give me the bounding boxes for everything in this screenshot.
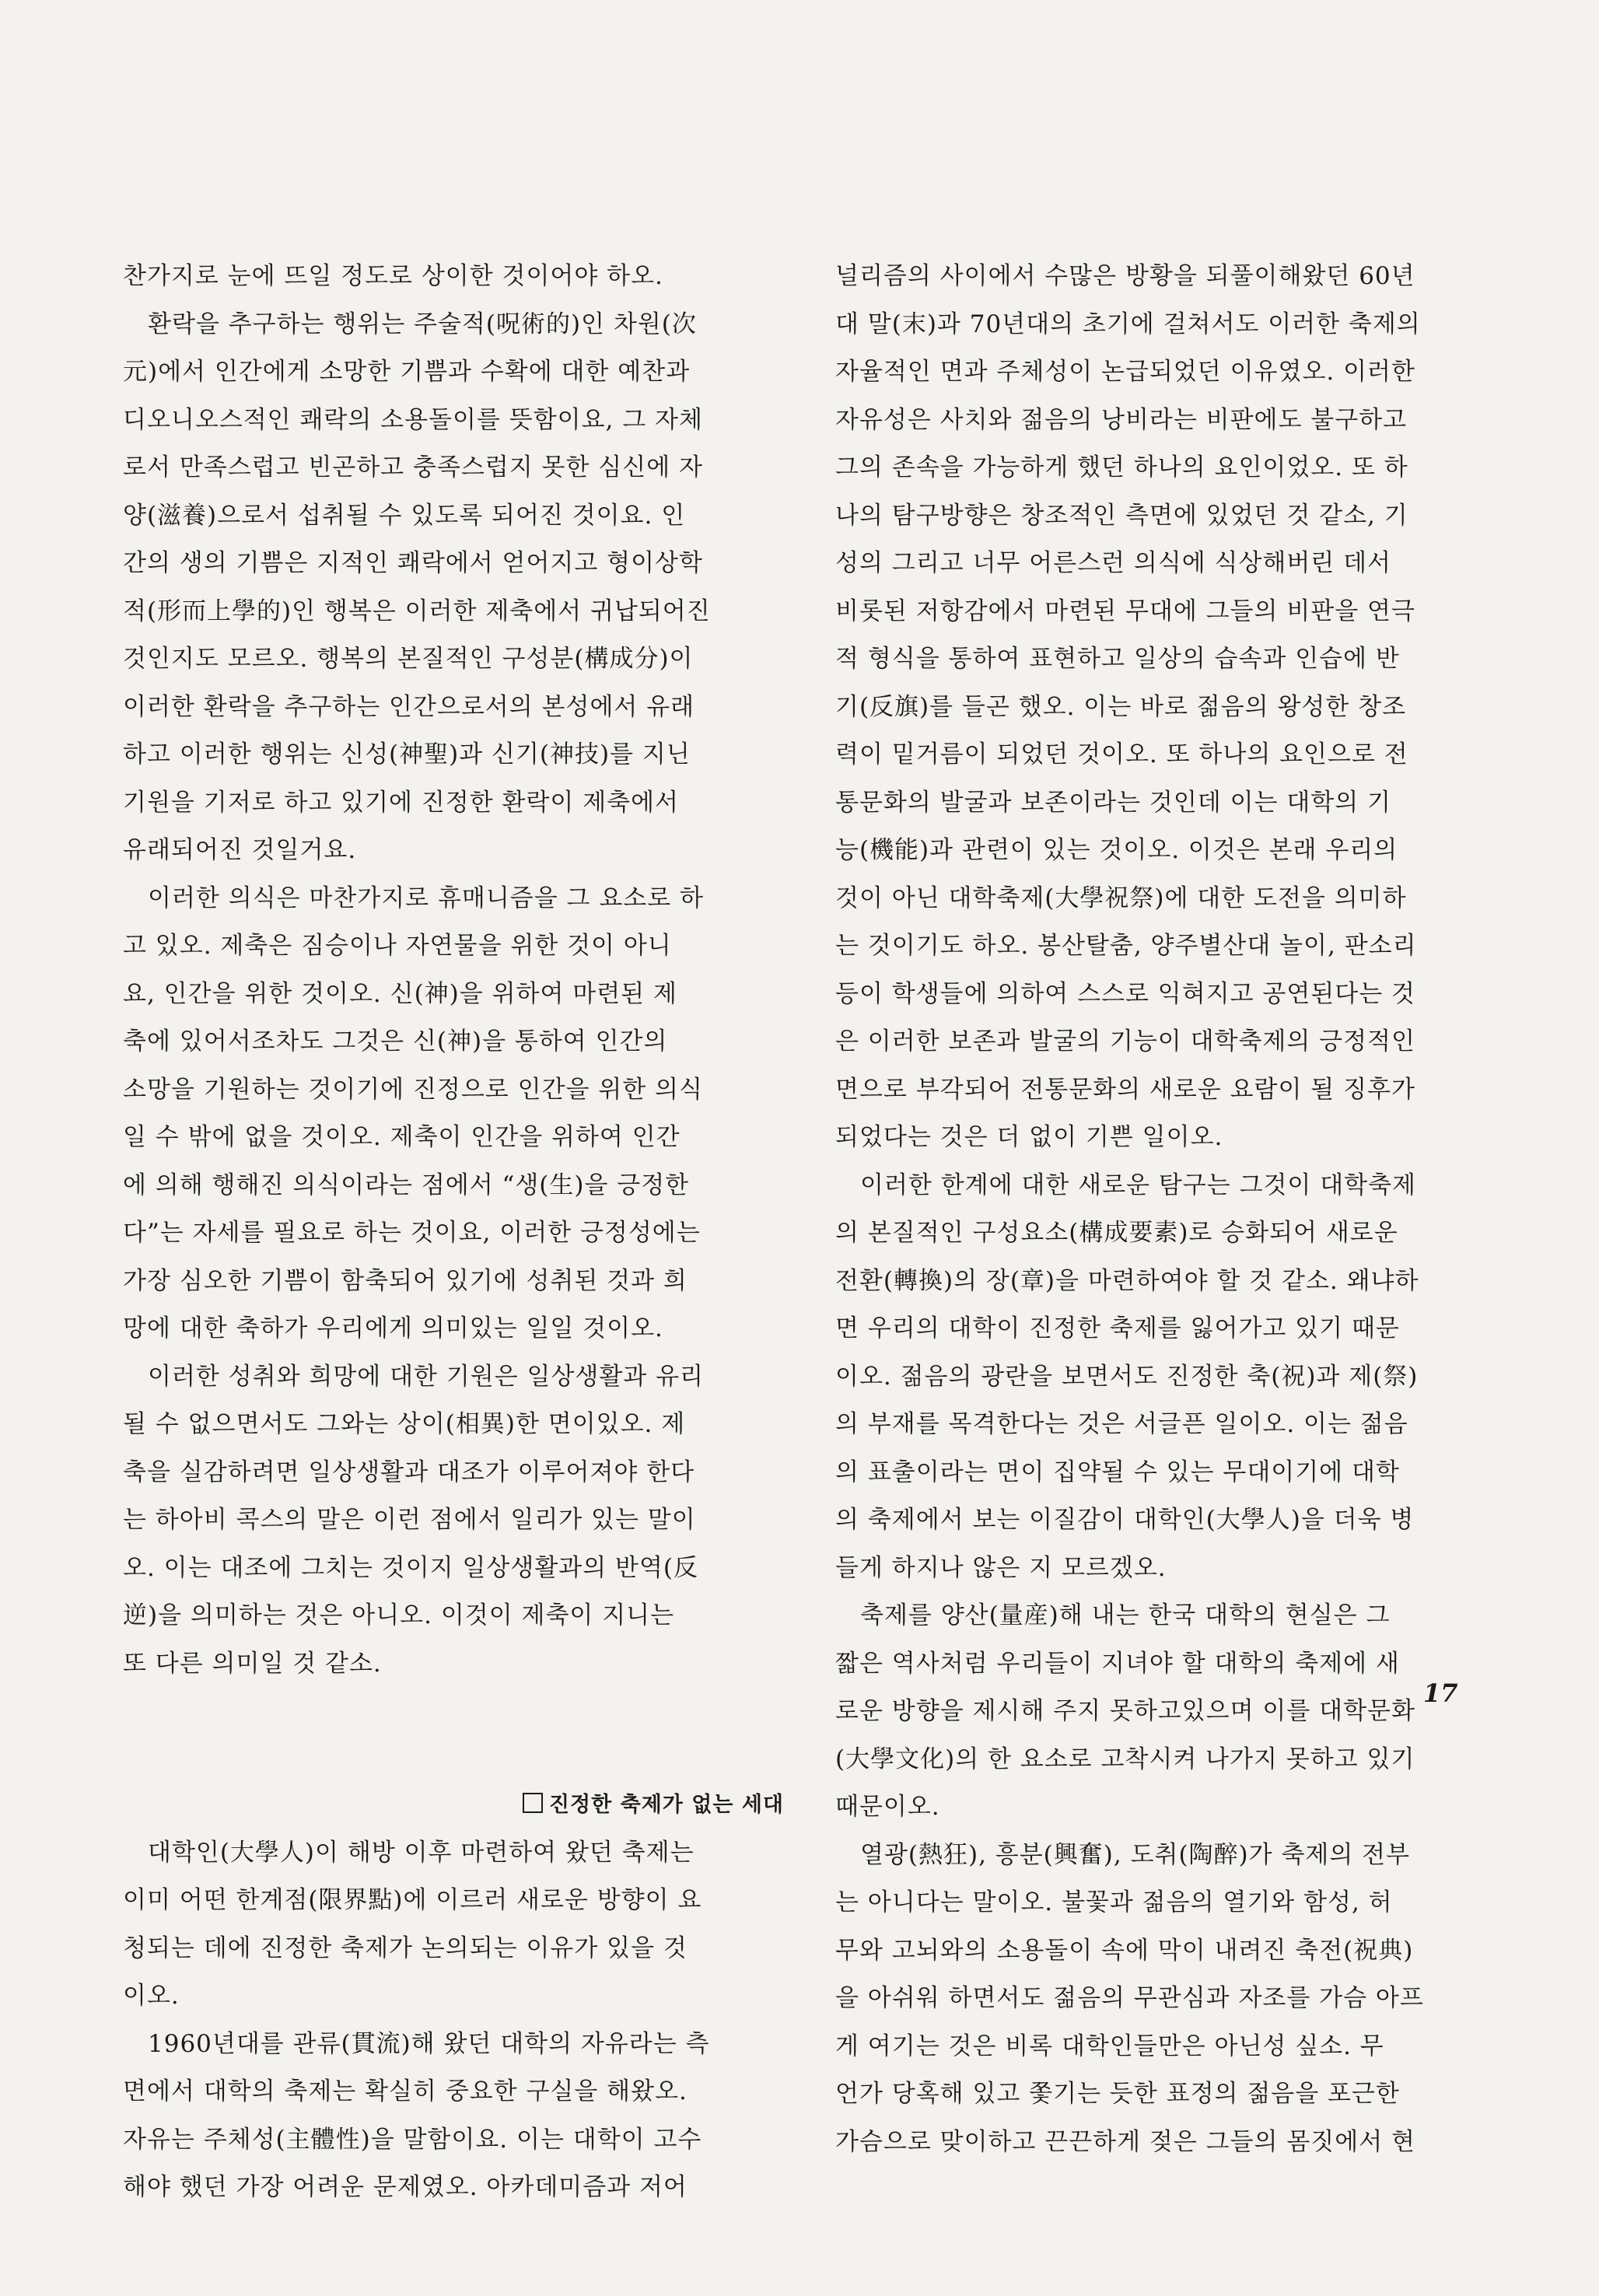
text-line: 되었다는 것은 더 없이 기쁜 일이오.: [835, 1123, 1223, 1151]
text-line: 게 여기는 것은 비록 대학인들만은 아닌성 싶소. 무: [835, 2032, 1384, 2060]
right-column: [835, 253, 1504, 2166]
text-line: 는 것이기도 하오. 봉산탈춤, 양주별산대 놀이, 판소리: [835, 932, 1417, 960]
text-line: 을 아쉬워 하면서도 젊음의 무관심과 자조를 가슴 아프: [835, 1984, 1424, 2012]
paragraph: [835, 1592, 1504, 1832]
text-line: 자율적인 면과 주체성이 논급되었던 이유였오. 이러한: [835, 358, 1415, 386]
paragraph: [123, 253, 784, 301]
text-line: 의 축제에서 보는 이질감이 대학인(大學人)을 더욱 병: [835, 1506, 1415, 1534]
paragraph: [123, 301, 784, 875]
text-line: 또 다른 의미일 것 같소.: [123, 1649, 382, 1678]
text-line: 자유성은 사치와 젊음의 낭비라는 비판에도 불구하고: [835, 405, 1408, 434]
text-line: 요, 인간을 위한 것이오. 신(神)을 위하여 마련된 제: [123, 979, 677, 1008]
text-line: 1960년대를 관류(貫流)해 왔던 대학의 자유라는 측: [148, 2029, 710, 2058]
paragraph: [835, 1832, 1504, 2167]
text-line: 이오. 젊음의 광란을 보면서도 진정한 축(祝)과 제(祭): [835, 1362, 1419, 1391]
text-line: 이오.: [123, 1982, 180, 2010]
text-line: 양(滋養)으로서 섭취될 수 있도록 되어진 것이요. 인: [123, 501, 686, 530]
text-line: 기(反旗)를 들곤 했오. 이는 바로 젊음의 왕성한 창조: [835, 692, 1407, 721]
page-number: 17: [1423, 1678, 1458, 1708]
paragraph: [835, 253, 1504, 1162]
text-line: 열광(熱狂), 흥분(興奮), 도취(陶醉)가 축제의 전부: [860, 1840, 1411, 1869]
text-line: 때문이오.: [835, 1793, 940, 1821]
section-gap: [123, 1688, 784, 1781]
text-line: 무와 고뇌와의 소용돌이 속에 막이 내려진 축전(祝典): [835, 1936, 1414, 1965]
text-line: 逆)을 의미하는 것은 아니오. 이것이 제축이 지니는: [123, 1601, 675, 1629]
text-line: 간의 생의 기쁨은 지적인 쾌락에서 얻어지고 형이상학: [123, 549, 703, 577]
text-line: 이러한 성취와 희망에 대한 기원은 일상생활과 유리: [148, 1362, 704, 1391]
text-line: 하고 이러한 행위는 신성(神聖)과 신기(神技)를 지닌: [123, 740, 691, 768]
text-line: 축에 있어서조차도 그것은 신(神)을 통하여 인간의: [123, 1027, 668, 1055]
text-line: 해야 했던 가장 어려운 문제였오. 아카데미즘과 저어: [123, 2173, 688, 2201]
text-line: 전환(轉換)의 장(章)을 마련하여야 할 것 같소. 왜냐하: [835, 1266, 1419, 1295]
text-line: 면으로 부각되어 전통문화의 새로운 요람이 될 징후가: [835, 1075, 1415, 1104]
text-line: 소망을 기원하는 것이기에 진정으로 인간을 위한 의식: [123, 1075, 703, 1104]
text-line: 될 수 없으면서도 그와는 상이(相異)한 면이있오. 제: [123, 1410, 686, 1438]
text-line: 로서 만족스럽고 빈곤하고 충족스럽지 못한 심신에 자: [123, 453, 703, 481]
text-line: 에 의해 행해진 의식이라는 점에서 “생(生)을 긍정한: [123, 1171, 690, 1199]
text-line: 짧은 역사처럼 우리들이 지녀야 할 대학의 축제에 새: [835, 1649, 1400, 1678]
text-line: 오. 이는 대조에 그치는 것이지 일상생활과의 반역(反: [123, 1553, 698, 1582]
text-line: 적(形而上學的)인 행복은 이러한 제축에서 귀납되어진: [123, 597, 711, 625]
text-line: 유래되어진 것일거요.: [123, 836, 357, 864]
text-line: 대학인(大學人)이 해방 이후 마련하여 왔던 축제는: [148, 1838, 695, 1867]
text-line: 통문화의 발굴과 보존이라는 것인데 이는 대학의 기: [835, 788, 1391, 817]
text-line: 기원을 기저로 하고 있기에 진정한 환락이 제축에서: [123, 788, 679, 817]
text-line: 청되는 데에 진정한 축제가 논의되는 이유가 있을 것: [123, 1934, 688, 1962]
section-heading-text: 진정한 축제가 없는 세대: [548, 1793, 784, 1817]
text-line: 등이 학생들에 의하여 스스로 익혀지고 공연된다는 것: [835, 979, 1415, 1008]
text-line: 가장 심오한 기쁨이 함축되어 있기에 성취된 것과 희: [123, 1266, 688, 1295]
text-line: 찬가지로 눈에 뜨일 정도로 상이한 것이어야 하오.: [123, 262, 663, 290]
paragraph: [123, 2021, 784, 2212]
text-line: 고 있오. 제축은 짐승이나 자연물을 위한 것이 아니: [123, 932, 672, 960]
text-line: 다”는 자세를 필요로 하는 것이요, 이러한 긍정성에는: [123, 1219, 701, 1247]
section-heading: [123, 1781, 784, 1829]
text-line: 대 말(末)과 70년대의 초기에 걸쳐서도 이러한 축제의: [835, 310, 1421, 338]
text-line: 축제를 양산(量産)해 내는 한국 대학의 현실은 그: [860, 1601, 1391, 1629]
text-line: (大學文化)의 한 요소로 고착시켜 나가지 못하고 있기: [835, 1745, 1415, 1773]
text-line: 그의 존속을 가능하게 했던 하나의 요인이었오. 또 하: [835, 453, 1408, 481]
paragraph: [835, 1162, 1504, 1593]
text-line: 능(機能)과 관련이 있는 것이오. 이것은 본래 우리의: [835, 836, 1398, 864]
text-line: 의 본질적인 구성요소(構成要素)로 승화되어 새로운: [835, 1219, 1398, 1247]
text-line: 환락을 추구하는 행위는 주술적(呪術的)인 차원(次: [148, 310, 697, 338]
text-line: 의 부재를 목격한다는 것은 서글픈 일이오. 이는 젊음: [835, 1410, 1408, 1438]
text-line: 면 우리의 대학이 진정한 축제를 잃어가고 있기 때문: [835, 1314, 1400, 1342]
text-line: 는 하아비 콕스의 말은 이런 점에서 일리가 있는 말이: [123, 1506, 696, 1534]
text-line: 이러한 환락을 추구하는 인간으로서의 본성에서 유래: [123, 692, 695, 721]
text-line: 이미 어떤 한계점(限界點)에 이르러 새로운 방향이 요: [123, 1886, 702, 1914]
text-line: 널리즘의 사이에서 수많은 방황을 되풀이해왔던 60년: [835, 262, 1415, 290]
text-line: 나의 탐구방향은 창조적인 측면에 있었던 것 같소, 기: [835, 501, 1408, 530]
text-line: 들게 하지나 않은 지 모르겠오.: [835, 1553, 1167, 1582]
text-line: 축을 실감하려면 일상생활과 대조가 이루어져야 한다: [123, 1458, 695, 1486]
checkbox-square-icon: [523, 1793, 543, 1813]
text-line: 비롯된 저항감에서 마련된 무대에 그들의 비판을 연극: [835, 597, 1415, 625]
text-line: 자유는 주체성(主體性)을 말함이요. 이는 대학이 고수: [123, 2125, 702, 2154]
paragraph: [123, 1829, 784, 2021]
text-line: 력이 밑거름이 되었던 것이오. 또 하나의 요인으로 전: [835, 740, 1408, 768]
paragraph: [123, 875, 784, 1353]
text-line: 는 아니다는 말이오. 불꽃과 젊음의 열기와 함성, 허: [835, 1888, 1393, 1916]
text-line: 면에서 대학의 축제는 확실히 중요한 구실을 해왔오.: [123, 2077, 688, 2105]
text-line: 이러한 한계에 대한 새로운 탐구는 그것이 대학축제: [860, 1171, 1416, 1199]
text-line: 언가 당혹해 있고 쫓기는 듯한 표정의 젊음을 포근한: [835, 2080, 1400, 2108]
text-line: 은 이러한 보존과 발굴의 기능이 대학축제의 긍정적인: [835, 1027, 1415, 1055]
left-column: [123, 253, 784, 2212]
text-line: 적 형식을 통하여 표현하고 일상의 습속과 인습에 반: [835, 645, 1400, 673]
text-line: 것인지도 모르오. 행복의 본질적인 구성분(構成分)이: [123, 645, 694, 673]
text-line: 이러한 의식은 마찬가지로 휴매니즘을 그 요소로 하: [148, 884, 704, 912]
text-line: 일 수 밖에 없을 것이오. 제축이 인간을 위하여 인간: [123, 1123, 681, 1151]
text-line: 것이 아닌 대학축제(大學祝祭)에 대한 도전을 의미하: [835, 884, 1407, 912]
text-line: 성의 그리고 너무 어른스런 의식에 식상해버린 데서: [835, 549, 1391, 577]
text-line: 망에 대한 축하가 우리에게 의미있는 일일 것이오.: [123, 1314, 663, 1342]
text-line: 元)에서 인간에게 소망한 기쁨과 수확에 대한 예찬과: [123, 358, 691, 386]
text-line: 디오니오스적인 쾌락의 소용돌이를 뜻함이요, 그 자체: [123, 405, 703, 434]
paragraph: [123, 1353, 784, 1689]
text-line: 가슴으로 맞이하고 끈끈하게 젖은 그들의 몸짓에서 현: [835, 2127, 1415, 2156]
text-line: 로운 방향을 제시해 주지 못하고있으며 이를 대학문화: [835, 1697, 1415, 1725]
text-line: 의 표출이라는 면이 집약될 수 있는 무대이기에 대학: [835, 1458, 1400, 1486]
